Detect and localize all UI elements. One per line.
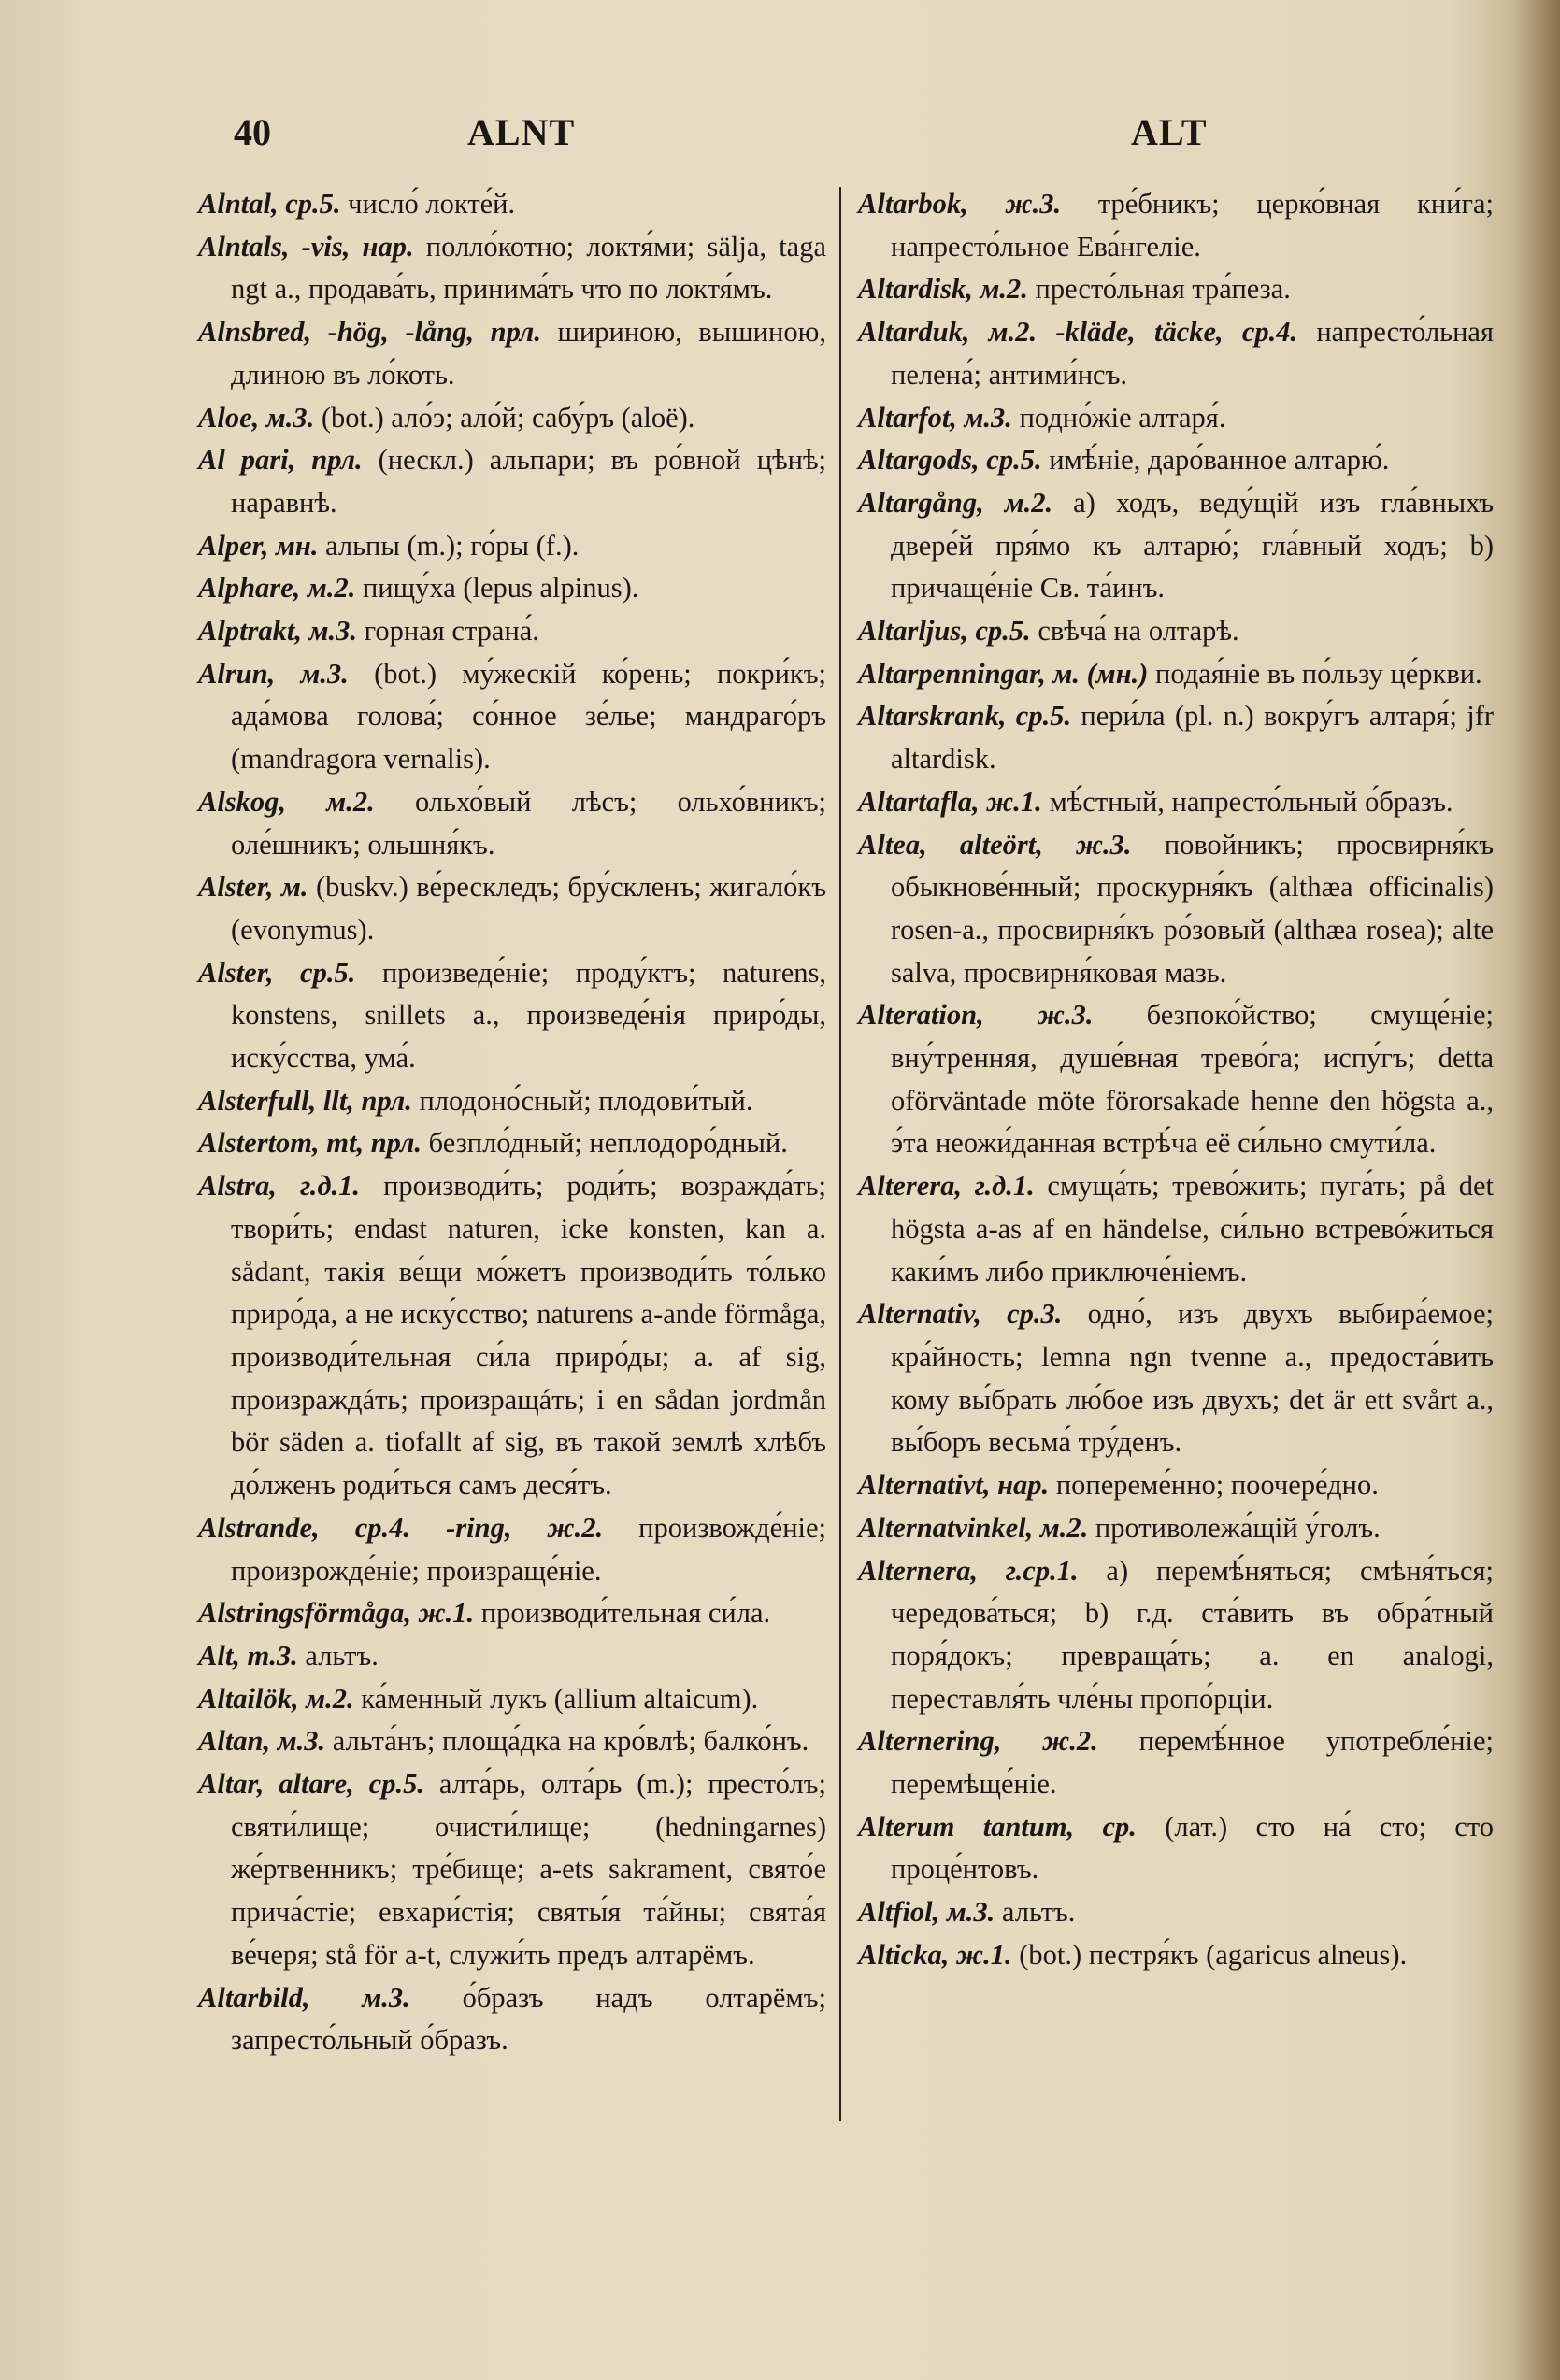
entry-headword: Alsterfull, llt, прл. [198,1084,412,1117]
entry-definition: ольхо́вый лѣсъ; ольхо́вникъ; оле́шникъ; ольшня́къ. [231,785,826,861]
entry-headword: Altan, м.3. [198,1725,326,1758]
entry-definition: произвожде́ніе; произрожде́ніе; произраще́ніе. [231,1511,826,1587]
entry-headword: Alteration, ж.3. [858,999,1094,1032]
dictionary-entry [858,1165,1494,1293]
dictionary-entry [858,1507,1494,1550]
entry-definition: подая́ніе въ по́льзу це́ркви. [1148,657,1482,690]
entry-definition: шириною, вышиною, длиною въ ло́коть. [231,316,826,391]
dictionary-entry [198,1635,826,1678]
entry-definition: престо́льная тра́пеза. [1027,273,1291,306]
entry-headword: Altarskrank, ср.5. [858,700,1072,733]
dictionary-entry [198,183,826,226]
entry-headword: Alternatvinkel, м.2. [858,1511,1089,1544]
entry-headword: Alstrande, ср.4. -ring, ж.2. [198,1511,604,1544]
dictionary-entry [858,1720,1494,1805]
dictionary-entry [858,183,1494,268]
entry-headword: Alstertom, mt, прл. [198,1127,422,1160]
entry-definition: противолежа́щій у́голъ. [1088,1511,1381,1544]
column-divider [839,187,841,2121]
entry-definition: (bot.) пестря́къ (agaricus alneus). [1011,1938,1408,1971]
right-column [858,183,1494,1977]
entry-headword: Alstra, г.д.1. [198,1170,361,1203]
dictionary-entry [198,1678,826,1721]
entry-headword: Altardisk, м.2. [858,273,1028,306]
entry-headword: Altartafla, ж.1. [858,785,1042,818]
left-guide-word: ALNT [467,111,576,153]
entry-definition: произведе́ніе; проду́ктъ; naturens, konstens, snillets a., произведе́нія приро́ды, иску́сства, ума́. [231,956,826,1075]
entry-definition: о́бразъ надъ олтарёмъ; запресто́льный о́бразъ. [231,1981,826,2057]
dictionary-entry [198,397,826,440]
entry-headword: Alternera, г.ср.1. [858,1554,1079,1587]
dictionary-entry [858,695,1494,780]
entry-definition: a) ходъ, веду́щій изъ гла́вныхъ двере́й пря́мо къ алтарю́; гла́вный ходъ; b) причаще́ніе Св. та́инъ. [891,486,1494,605]
dictionary-entry [858,482,1494,610]
entry-definition: число́ локте́й. [340,188,516,220]
entry-headword: Aloe, м.3. [198,401,315,434]
dictionary-entry [858,1891,1494,1934]
dictionary-entry [858,653,1494,696]
dictionary-entry [858,781,1494,824]
entry-definition: альта́нъ; площа́дка на кро́влѣ; балко́нъ. [325,1725,809,1758]
dictionary-entry [198,1122,826,1165]
running-header [0,110,1560,176]
entry-definition: ка́менный лукъ (allium altaicum). [353,1682,759,1715]
entry-definition: (нескл.) альпари; въ ро́вной цѣнѣ; наравнѣ. [231,444,826,519]
entry-headword: Alntal, ср.5. [198,188,341,220]
entry-headword: Altarduk, м.2. -kläde, täcke, ср.4. [858,316,1298,349]
entry-headword: Al pari, прл. [198,444,363,477]
dictionary-entry [858,994,1494,1165]
entry-definition: (buskv.) ве́рескледъ; бру́скленъ; жигало́къ (evonymus). [231,871,826,946]
dictionary-entry [198,1763,826,1977]
entry-headword: Alphare, м.2. [198,572,356,605]
entry-definition: производи́ть; роди́ть; возражда́ть; твори́ть; endast naturen, icke konsten, kan a. sådant, такія ве́щи мо́жетъ производи́ть то́лько приро́да, а не иску́сство; naturens a-ande förmåga, производи́тельная си́ла приро́ды; a. af sig, произраждáть; произращáть; i en sådan jordmån bör säden a. tiofallt af sig, въ такой землѣ хлѣбъ до́лженъ роди́ться самъ деся́тъ. [231,1170,826,1502]
entry-definition: безпло́дный; неплодоро́дный. [422,1127,788,1160]
dictionary-entry [198,1592,826,1635]
entry-definition: альтъ. [297,1639,379,1672]
entry-definition: альтъ. [995,1896,1076,1929]
dictionary-entry [198,1080,826,1123]
entry-headword: Altarfot, м.3. [858,401,1012,434]
dictionary-entry [198,525,826,568]
entry-headword: Altarbok, ж.3. [858,188,1062,220]
entry-headword: Altarbild, м.3. [198,1981,410,2014]
dictionary-entry [858,1464,1494,1507]
dictionary-entry [198,1977,826,2062]
entry-headword: Alnsbred, -hög, -lång, прл. [198,316,541,349]
dictionary-entry [198,439,826,524]
entry-headword: Alptrakt, м.3. [198,615,358,648]
entry-definition: (лат.) сто на́ сто; сто проце́нтовъ. [891,1810,1494,1886]
entry-definition: (bot.) му́жескій ко́рень; покри́къ; ада́мова голова́; со́нное зе́лье; мандраго́ръ (mandragora vernalis). [231,657,826,776]
entry-headword: Alster, ср.5. [198,956,356,989]
entry-definition: пери́ла (pl. n.) вокру́гъ алтаря́; jfr altardisk. [891,700,1495,776]
entry-headword: Alntals, -vis, нар. [198,230,414,263]
left-column [198,183,826,2062]
entry-definition: попереме́нно; поочере́дно. [1049,1469,1379,1502]
entry-headword: Altea, alteört, ж.3. [858,828,1132,861]
dictionary-entry [858,1293,1494,1464]
dictionary-entry [858,311,1494,396]
dictionary-entry [198,567,826,610]
entry-definition: производи́тельная си́ла. [474,1597,771,1630]
entry-headword: Alskog, м.2. [198,785,375,818]
entry-definition: полло́котно; локтя́ми; sälja, taga ngt a., продава́ть, принима́ть что по локтя́мъ. [231,230,826,306]
dictionary-entry [198,781,826,866]
dictionary-entry [198,226,826,311]
entry-definition: напресто́льная пелена́; антими́нсъ. [891,316,1494,391]
dictionary-entry [198,1507,826,1592]
entry-definition: одно́, изъ двухъ выбира́емое; кра́йность; lemna ngn tvenne a., предоста́вить кому вы́брать лю́бое изъ двухъ; det är ett svårt a., вы́боръ весьма́ тру́денъ. [891,1298,1494,1459]
dictionary-entry [858,824,1494,995]
entry-definition: свѣча́ на олтарѣ. [1030,615,1239,648]
dictionary-entry [858,268,1494,311]
entry-definition: алта́рь, олта́рь (m.); престо́лъ; святи́лище; очисти́лище; (hedningarnes) же́ртвенникъ; тре́бище; a-ets sakrament, свято́е прича́стіе; евхари́стія; святы́я та́йны; свята́я ве́черя; stå för a-t, служи́ть предъ алтарёмъ. [231,1768,826,1971]
dictionary-entry [198,952,826,1080]
dictionary-entry [198,866,826,951]
entry-headword: Altarljus, ср.5. [858,615,1031,648]
right-guide-word: ALT [1131,111,1208,153]
dictionary-entry [858,1806,1494,1891]
entry-definition: плодоно́сный; плодови́тый. [411,1084,753,1117]
entry-headword: Altar, altare, ср.5. [198,1768,424,1801]
entry-definition: повойникъ; просвирня́къ обыкнове́нный; проскурня́къ (althæa officinalis) rosen-a., просвирня́къ ро́зовый (althæa rosea); alte salva, просвирня́ковая мазь. [891,828,1494,989]
entry-definition: a) перемѣ́няться; смѣня́ться; чередова́ться; b) г.д. ста́вить въ обра́тный поря́докъ; превраща́ть; a. en analogi, переставля́ть чле́ны пропо́рціи. [891,1554,1494,1715]
dictionary-entry [858,1934,1494,1977]
entry-definition: подно́жіе алтаря́. [1011,401,1226,434]
dictionary-entry [858,397,1494,440]
entry-headword: Alterera, г.д.1. [858,1170,1035,1203]
entry-headword: Alt, m.3. [198,1639,298,1672]
entry-definition: перемѣ́нное употребле́ніе; перемѣще́ніе. [891,1725,1494,1801]
entry-definition: смуща́ть; трево́жить; пуга́ть; på det högsta a-as af en händelse, си́льно встрево́житься каки́мъ либо приключе́ніемъ. [891,1170,1495,1288]
entry-headword: Altarpenningar, м. (мн.) [858,657,1149,690]
dictionary-entry [858,1550,1494,1721]
entry-headword: Altailök, м.2. [198,1682,354,1715]
entry-definition: альпы (m.); го́ры (f.). [318,529,580,562]
entry-headword: Altargods, ср.5. [858,444,1042,477]
dictionary-entry [858,610,1494,653]
entry-headword: Altfiol, м.3. [858,1896,995,1929]
dictionary-entry [858,439,1494,482]
entry-headword: Alster, м. [198,871,308,904]
entry-definition: горная страна́. [357,615,539,648]
entry-headword: Alternativt, нар. [858,1469,1050,1502]
entry-definition: (bot.) ало́э; ало́й; сабу́ръ (aloë). [314,401,695,434]
page-number: 40 [234,111,271,153]
dictionary-entry [198,1720,826,1763]
entry-headword: Alrun, м.3. [198,657,349,690]
entry-headword: Alticka, ж.1. [858,1938,1012,1971]
entry-headword: Alternativ, ср.3. [858,1298,1063,1331]
entry-headword: Alternering, ж.2. [858,1725,1098,1758]
entry-headword: Altargång, м.2. [858,486,1053,519]
dictionary-entry [198,1165,826,1507]
dictionary-entry [198,610,826,653]
entry-definition: тре́бникъ; церко́вная кни́га; напресто́льное Ева́нгеліе. [891,188,1494,263]
entry-headword: Alper, мн. [198,529,319,562]
entry-definition: безпоко́йство; смуще́ніе; вну́тренняя, душе́вная трево́га; испу́гъ; detta oförväntade möte förorsakade henne den högsta a., э́та неожи́данная встрѣ́ча её си́льно смути́ла. [891,999,1494,1160]
entry-headword: Alstringsförmåga, ж.1. [198,1597,475,1630]
entry-headword: Alterum tantum, ср. [858,1810,1137,1843]
dictionary-entry [198,653,826,781]
entry-definition: мѣ́стный, напресто́льный о́бразъ. [1041,785,1453,818]
dictionary-entry [198,311,826,396]
entry-definition: пищу́ха (lepus alpinus). [355,572,639,605]
entry-definition: имѣ́ніе, даро́ванное алтарю́. [1041,444,1390,477]
